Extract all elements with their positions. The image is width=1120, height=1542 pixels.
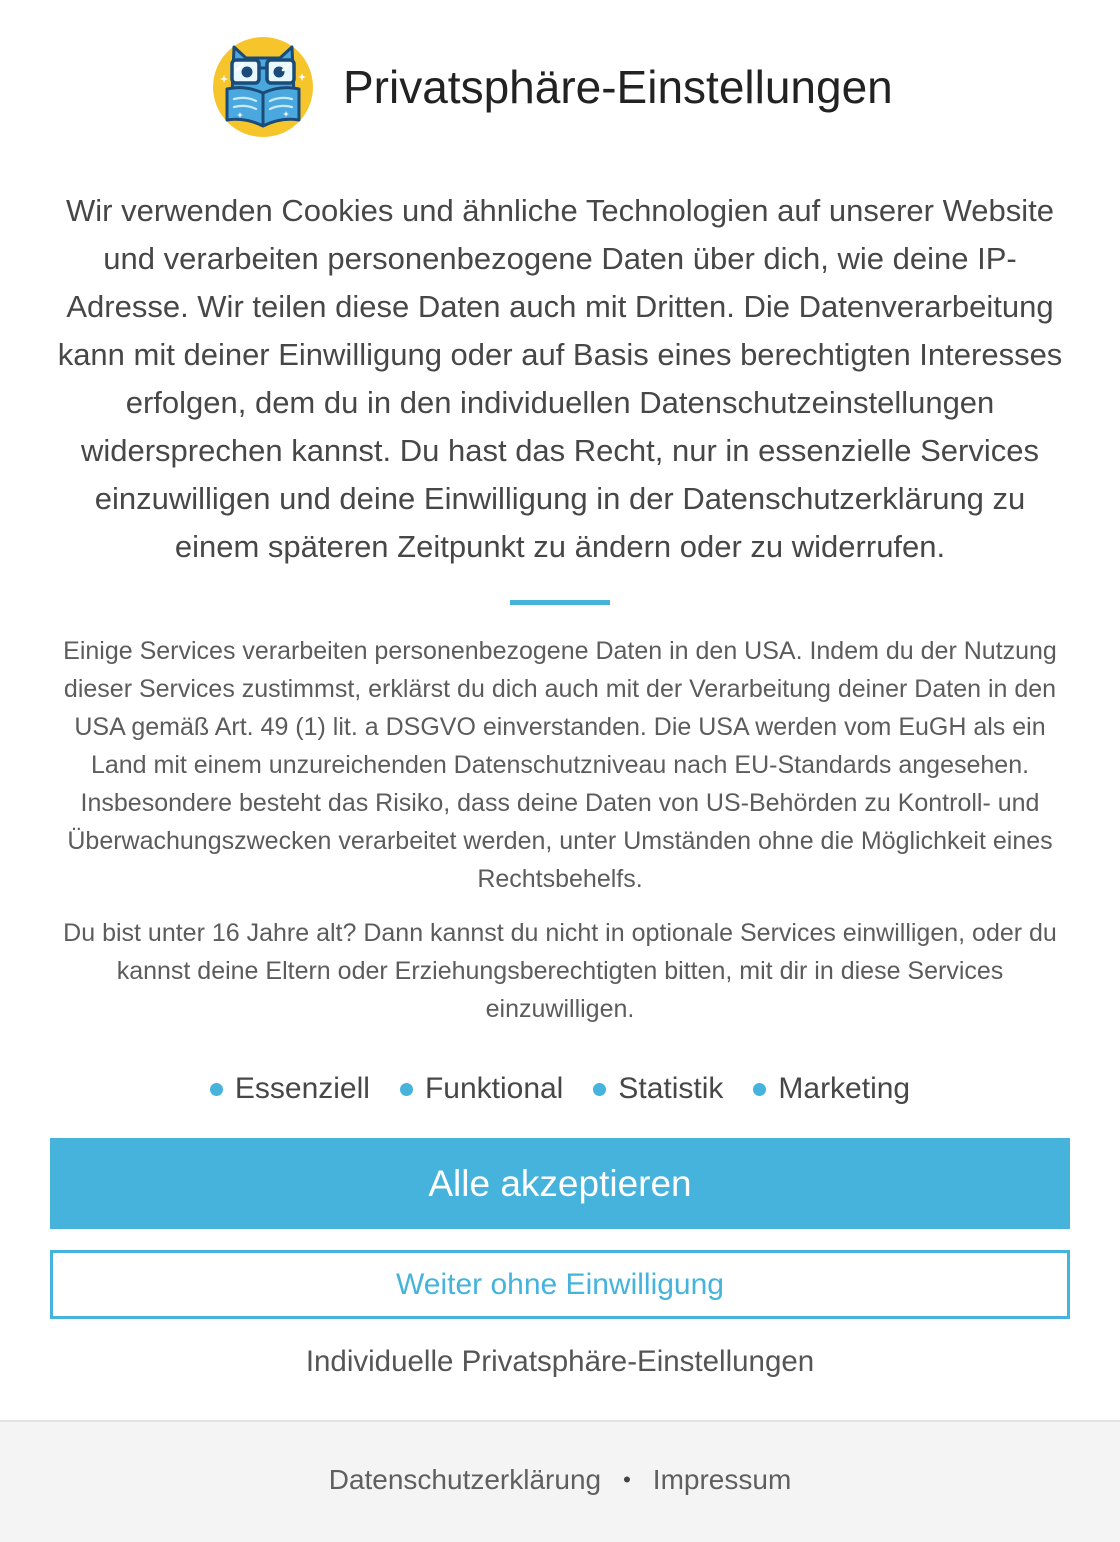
category-label: Marketing <box>778 1072 911 1105</box>
category-bullet <box>593 1083 606 1096</box>
individual-settings-row <box>0 1341 1120 1383</box>
individual-privacy-settings-link[interactable]: Individuelle Privatsphäre-Einstellungen <box>305 1345 815 1378</box>
dialog-footer <box>0 1420 1120 1542</box>
category-label: Statistik <box>618 1072 724 1105</box>
category-item-marketing <box>753 1070 910 1108</box>
category-item-essential <box>210 1070 370 1108</box>
dialog-title: Privatsphäre-Einstellungen <box>343 61 893 113</box>
accept-all-button[interactable]: Alle akzeptieren <box>50 1138 1070 1229</box>
imprint-link[interactable]: Impressum <box>652 1464 792 1495</box>
footer-separator: • <box>623 1467 631 1492</box>
consent-category-list <box>0 1070 1120 1108</box>
open-book <box>227 88 299 126</box>
category-item-statistics <box>593 1070 723 1108</box>
category-bullet <box>400 1083 413 1096</box>
category-item-functional <box>400 1070 563 1108</box>
accent-divider <box>510 600 610 605</box>
category-label: Funktional <box>424 1072 564 1105</box>
privacy-policy-link[interactable]: Datenschutzerklärung <box>328 1464 602 1495</box>
continue-without-consent-button[interactable]: Weiter ohne Einwilligung <box>50 1250 1070 1319</box>
category-bullet <box>753 1083 766 1096</box>
category-label: Essenziell <box>234 1072 370 1105</box>
usa-data-transfer-notice: Einige Services verarbeiten personenbezogene Daten in den USA. Indem du der Nutzung dieser Services zustimmst, erklärst du dich auch mit der Verarbeitung deiner Daten in den USA gemäß Art. 49 (1) lit. a DSGVO einverstanden. Die USA werden vom EuGH als ein Land mit einem unzureichenden Datenschutzniveau nach EU-Standards angesehen. Insbesondere besteht das Risiko, dass deine Daten von US-Behörden zu Kontroll- und Überwachungszwecken verarbeitet werden, unter Umständen ohne die Möglichkeit eines Rechtsbehelfs. <box>63 637 1057 893</box>
category-bullet <box>210 1083 223 1096</box>
dialog-header <box>213 37 893 137</box>
cookie-intro-text: Wir verwenden Cookies und ähnliche Technologien auf unserer Website und verarbeiten personenbezogene Daten über dich, wie deine IP-Adresse. Wir teilen diese Daten auch mit Dritten. Die Datenverarbeitung kann mit deiner Einwilligung oder auf Basis eines berechtigten Interesses erfolgen, dem du in den individuellen Datenschutzeinstellungen widersprechen kannst. Du hast das Recht, nur in essenzielle Services einzuwilligen und deine Einwilligung in der Datenschutzerklärung zu einem späteren Zeitpunkt zu ändern oder zu widerrufen. <box>57 193 1063 564</box>
age-notice: Du bist unter 16 Jahre alt? Dann kannst du nicht in optionale Services einwilligen, oder du kannst deine Eltern oder Erziehungsberechtigten bitten, mit dir in diese Services einzuwilligen. <box>63 919 1057 1023</box>
owl-logo-icon <box>213 37 313 137</box>
